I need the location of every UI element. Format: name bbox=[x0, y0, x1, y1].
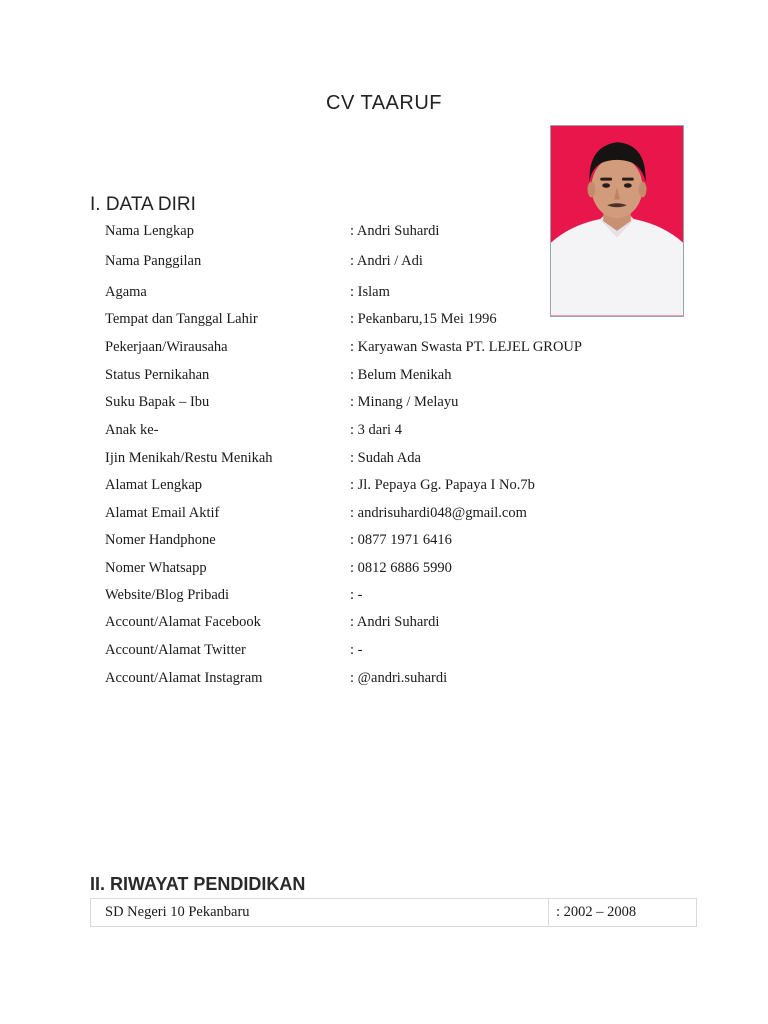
field-value: : Sudah Ada bbox=[350, 450, 421, 466]
field-label: Account/Alamat Facebook bbox=[105, 614, 261, 630]
field-label: Alamat Lengkap bbox=[105, 477, 203, 493]
data-row-religion bbox=[0, 284, 768, 306]
field-label: Nama Panggilan bbox=[105, 253, 202, 269]
field-label: Pekerjaan/Wirausaha bbox=[105, 339, 228, 355]
data-row-full-name bbox=[0, 223, 768, 245]
field-value: : 0812 6886 5990 bbox=[350, 560, 452, 576]
field-label: Account/Alamat Instagram bbox=[105, 670, 263, 686]
data-row-handphone bbox=[0, 532, 768, 554]
field-value: : - bbox=[350, 642, 363, 658]
field-value: : 0877 1971 6416 bbox=[350, 532, 452, 548]
field-value: : Karyawan Swasta PT. LEJEL GROUP bbox=[350, 339, 582, 355]
field-value: : Andri / Adi bbox=[350, 253, 423, 269]
field-value: : Andri Suhardi bbox=[350, 223, 440, 239]
field-label: Suku Bapak – Ibu bbox=[105, 394, 210, 410]
education-table bbox=[90, 898, 697, 927]
field-value: : 3 dari 4 bbox=[350, 422, 402, 438]
data-row-twitter bbox=[0, 642, 768, 664]
data-row-birth-place-date bbox=[0, 311, 768, 333]
data-row-ethnicity bbox=[0, 394, 768, 416]
field-label: Alamat Email Aktif bbox=[105, 505, 220, 521]
field-value: : Andri Suhardi bbox=[350, 614, 440, 630]
field-value: : - bbox=[350, 587, 363, 603]
field-value: : Jl. Pepaya Gg. Papaya I No.7b bbox=[350, 477, 535, 493]
data-row-email bbox=[0, 505, 768, 527]
field-label: Tempat dan Tanggal Lahir bbox=[105, 311, 258, 327]
field-value: : Pekanbaru,15 Mei 1996 bbox=[350, 311, 497, 327]
data-row-address bbox=[0, 477, 768, 499]
section-heading-education: II. RIWAYAT PENDIDIKAN bbox=[90, 874, 306, 894]
field-label: Nama Lengkap bbox=[105, 223, 194, 239]
data-row-child-order bbox=[0, 422, 768, 444]
data-row-marital-status bbox=[0, 367, 768, 389]
field-label: Website/Blog Pribadi bbox=[105, 587, 230, 603]
education-years: : 2002 – 2008 bbox=[556, 904, 637, 920]
education-school: SD Negeri 10 Pekanbaru bbox=[105, 904, 250, 920]
document-title: CV TAARUF bbox=[326, 92, 442, 114]
field-label: Status Pernikahan bbox=[105, 367, 210, 383]
data-row-facebook bbox=[0, 614, 768, 636]
field-label: Anak ke- bbox=[105, 422, 159, 438]
field-label: Nomer Whatsapp bbox=[105, 560, 207, 576]
data-row-occupation bbox=[0, 339, 768, 361]
data-row-marriage-permission bbox=[0, 450, 768, 472]
table-divider bbox=[548, 899, 549, 926]
field-label: Account/Alamat Twitter bbox=[105, 642, 246, 658]
field-value: : @andri.suhardi bbox=[350, 670, 448, 686]
field-label: Agama bbox=[105, 284, 147, 300]
data-row-whatsapp bbox=[0, 560, 768, 582]
data-row-instagram bbox=[0, 670, 768, 692]
field-value: : andrisuhardi048@gmail.com bbox=[350, 505, 527, 521]
field-value: : Belum Menikah bbox=[350, 367, 452, 383]
section-heading-personal-data: I. DATA DIRI bbox=[90, 194, 196, 215]
data-row-nickname bbox=[0, 253, 768, 275]
field-value: : Minang / Melayu bbox=[350, 394, 459, 410]
field-label: Nomer Handphone bbox=[105, 532, 216, 548]
field-value: : Islam bbox=[350, 284, 390, 300]
field-label: Ijin Menikah/Restu Menikah bbox=[105, 450, 273, 466]
data-row-website bbox=[0, 587, 768, 609]
